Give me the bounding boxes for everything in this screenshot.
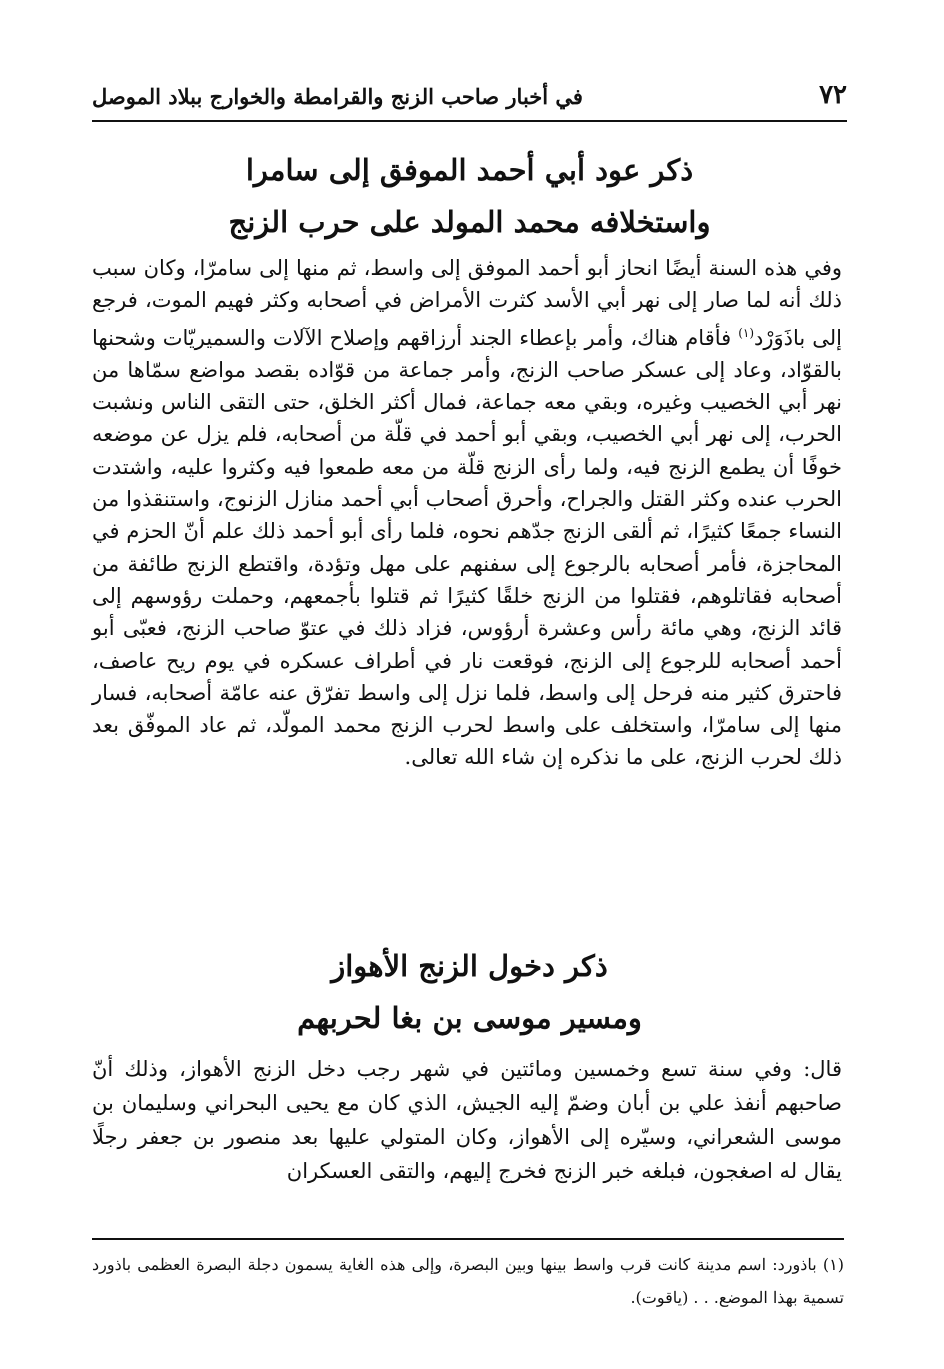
footnote-divider	[92, 1238, 844, 1240]
section-heading-1	[92, 144, 847, 248]
running-title: في أخبار صاحب الزنج والقرامطة والخوارج ببلاد الموصل	[92, 84, 583, 109]
section-heading-2-line-2: ومسير موسى بن بغا لحربهم	[297, 1001, 642, 1035]
paragraph-text: وفي هذه السنة أيضًا انحاز أبو أحمد الموفق إلى واسط، ثم منها إلى سامرّا، وكان سبب ذلك أنه لما صار إلى نهر أبي الأسد كثرت الأمراض في أصحابه وكثر فهيم الموت، فرجع إلى باذَوَرْد	[92, 256, 842, 350]
footnote-marker: (١)	[738, 325, 755, 340]
section-2-paragraph: قال: وفي سنة تسع وخمسين ومائتين في شهر رجب دخل الزنج الأهواز، وذلك أنّ صاحبهم أنفذ علي بن أبان وضمّ إليه الجيش، الذي كان مع يحيى البحراني وسليمان بن موسى الشعراني، وسيّره إلى الأهواز، وكان المتولي عليها بعد منصور بن جعفر رجلًا يقال له اصغجون، فبلغه خبر الزنج فخرج إليهم، والتقى العسكران	[92, 1057, 842, 1183]
section-heading-2-line-1: ذكر دخول الزنج الأهواز	[331, 949, 608, 983]
paragraph-text-continued: فأقام هناك، وأمر بإعطاء الجند أرزاقهم وإصلاح الآلات والسميريّات وشحنها بالقوّاد، وعاد إلى عسكر صاحب الزنج، وأمر جماعة من قوّاده بقصد مواضع سمّاها من نهر أبي الخصيب وغيره، وبقي معه جماعة، فمال أكثر الخلق، حتى التقى الناس ونشبت الحرب، إلى نهر أبي الخصيب، وبقي أبو أحمد في قلّة من أصحابه، فلم يزل عن موضعه خوفًا أن يطمع الزنج فيه، ولما رأى الزنج قلّة من معه طمعوا فيه وكثروا عليه، واشتدت الحرب عنده وكثر القتل والجراح، وأحرق أصحاب أبي أحمد منازل الزنوج، واستنقذوا من النساء جمعًا كثيرًا، ثم ألقى الزنج جدّهم نحوه، فلما رأى أبو أحمد ذلك علم أنّ الحزم في المحاجزة، فأمر أصحابه بالرجوع إلى سفنهم على مهل وتؤدة، واقتطع الزنج طائفة من أصحابه فقاتلوهم، فقتلوا من الزنج خلقًا كثيرًا ثم قتلوا بأجمعهم، وحملت رؤوسهم إلى قائد الزنج، وهي مائة رأس وعشرة أرؤوس، فزاد ذلك في عتوّ صاحب الزنج، فعبّى أبو أحمد أصحابه للرجوع إلى الزنج، فوقعت نار في أطراف عسكره في يوم ريح عاصف، فاحترق كثير منه فرحل إلى واسط، فلما نزل إلى واسط تفرّق عنه عامّة أصحابه، فسار منها إلى سامرّا، واستخلف على واسط لحرب الزنج محمد المولّد، ثم عاد الموفّق بعد ذلك لحرب الزنج، على ما نذكره إن شاء الله تعالى.	[92, 325, 842, 770]
footnote: (١) باذورد: اسم مدينة كانت قرب واسط بينها وبين البصرة، وإلى هذه الغاية يسمون دجلة البصرة العظمى باذورد تسمية بهذا الموضع. . . (ياقوت).	[92, 1255, 844, 1307]
section-heading-1-line-1: ذكر عود أبي أحمد الموفق إلى سامرا	[245, 153, 694, 187]
section-heading-2	[92, 940, 847, 1044]
section-1-paragraph	[92, 252, 842, 774]
page-number: ٧٢	[819, 80, 847, 110]
section-heading-1-line-2: واستخلافه محمد المولد على حرب الزنج	[228, 205, 711, 239]
page-header	[92, 80, 847, 122]
